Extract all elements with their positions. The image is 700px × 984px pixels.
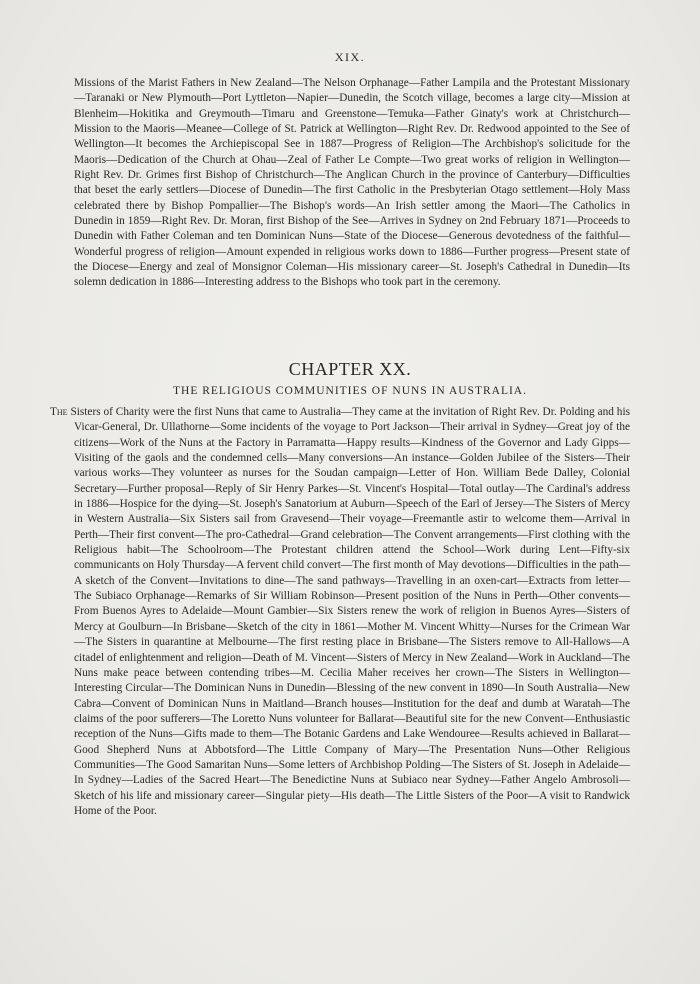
lead-word: The — [50, 406, 68, 418]
previous-chapter-summary: Missions of the Marist Fathers in New Zealand—The Nelson Orphanage—Father Lampila and the Protestant Missionary—Taranaki or New Plymouth—Port Lyttleton—Napier—Dunedin, the Scotch village, becomes a large city—Mission at Blenheim—Hokitika and Greymouth—Timaru and Greenstone—Temuka—Father Ginaty's work at Christchurch—Mission to the Maoris—Meanee—College of St. Patrick at Wellington—Right Rev. Dr. Redwood appointed to the See of Wellington—It becomes the Archiepiscopal See in 1887—Progress of Religion—The Archbishop's solicitude for the Maoris—Dedication of the Church at Ohau—Zeal of Father Le Compte—Two great works of religion in Wellington—Right Rev. Dr. Grimes first Bishop of Christchurch—The Anglican Church in the province of Canterbury—Difficulties that beset the early settlers—Diocese of Dunedin—The first Catholic in the Presbyterian Otago settlement—Holy Mass celebrated there by Bishop Pompallier—The Bishop's words—An Irish settler among the Maori—The Catholics in Dunedin in 1859—Right Rev. Dr. Moran, first Bishop of the See—Arrives in Sydney on 2nd February 1871—Proceeds to Dunedin with Father Coleman and ten Dominican Nuns—State of the Diocese—Generous devotedness of the faithful—Wonderful progress of religion—Amount expended in religious works down to 1886—Further progress—Present state of the Diocese—Energy and zeal of Monsignor Coleman—His missionary career—St. Joseph's Cathedral in Dunedin—Its solemn dedication in 1886—Interesting address to the Bishops who took part in the ceremony. — [74, 77, 630, 289]
chapter-subtitle: THE RELIGIOUS COMMUNITIES OF NUNS IN AUSTRALIA. — [173, 385, 527, 397]
chapter-summary-text: Sisters of Charity were the first Nuns that came to Australia—They came at the invitation of Right Rev. Dr. Polding and his Vicar-General, Dr. Ullathorne—Some incidents of the voyage to Port Jackson—Their arrival in Sydney—Great joy of the citizens—Work of the Nuns at the Factory in Parramatta—Happy results—Kindness of the Governor and Lady Gipps—Visiting of the gaols and the condemned cells—Many conversions—An instance—Golden Jubilee of the Sisters—Their various works—They volunteer as nurses for the Soudan campaign—Letter of Hon. William Bede Dalley, Colonial Secretary—Further proposal—Reply of Sir Henry Parkes—St. Vincent's Hospital—Total outlay—The Cardinal's address in 1886—Hospice for the dying—St. Joseph's Sanatorium at Auburn—Speech of the Earl of Jersey—The Sisters of Mercy in Western Australia—Six Sisters sail from Gravesend—Their voyage—Freemantle astir to welcome them—Arrival in Perth—Their first convent—The pro-Cathedral—Grand celebration—The Convent arrangements—First clothing with the Religious habit—The Schoolroom—The Protestant children attend the School—Work during Lent—Fifty-six communicants on Holy Thursday—A fervent child convert—The first month of May devotions—Difficulties in the path—A sketch of the Convent—Invitations to dine—The sand pathways—Travelling in an oxen-cart—Extracts from letter—The Subiaco Orphanage—Remarks of Sir William Robinson—Present position of the Nuns in Perth—Other convents—From Buenos Ayres to Adelaide—Mount Gambier—Six Sisters renew the work of religion in Buenos Ayres—Sisters of Mercy at Goulburn—In Brisbane—Sketch of the city in 1861—Mother M. Vincent Whitty—Nurses for the Crimean War—The Sisters in quarantine at Melbourne—The first resting place in Brisbane—The Sisters remove to All-Hallows—A citadel of enlightenment and religion—Death of M. Vincent—Sisters of Mercy in New Zealand—Work in Auckland—The Nuns make peace between contending tribes—M. Cecilia Maher receives her crown—The Sisters in Wellington—Interesting Circular—The Dominican Nuns in Dunedin—Blessing of the new convent in 1890—In South Australia—New Cabra—Convent of Dominican Nuns in Maitland—Branch houses—Institution for the deaf and dumb at Waratah—The claims of the poor sufferers—The Loretto Nuns volunteer for Ballarat—Beautiful site for the new Convent—Enthusiastic reception of the Nuns—Gifts made to them—The Botanic Gardens and Lake Wendouree—Results achieved in Ballarat—Good Shepherd Nuns at Abbotsford—The Little Company of Mary—The Presentation Nuns—Other Religious Communities—The Good Samaritan Nuns—Some letters of Archbishop Polding—The Sisters of St. Joseph in Adelaide—In Sydney—Ladies of the Sacred Heart—The Benedictine Nuns at Subiaco near Sydney—Father Angelo Ambrosoli—Sketch of his life and missionary career—Singular piety—His death—The Little Sisters of the Poor—A visit to Randwick Home of the Poor. — [67, 406, 630, 817]
chapter-summary-block — [50, 405, 630, 819]
chapter-title: CHAPTER XX. — [288, 359, 412, 379]
chapter-summary — [50, 405, 630, 819]
page-number: XIX. — [334, 50, 366, 64]
